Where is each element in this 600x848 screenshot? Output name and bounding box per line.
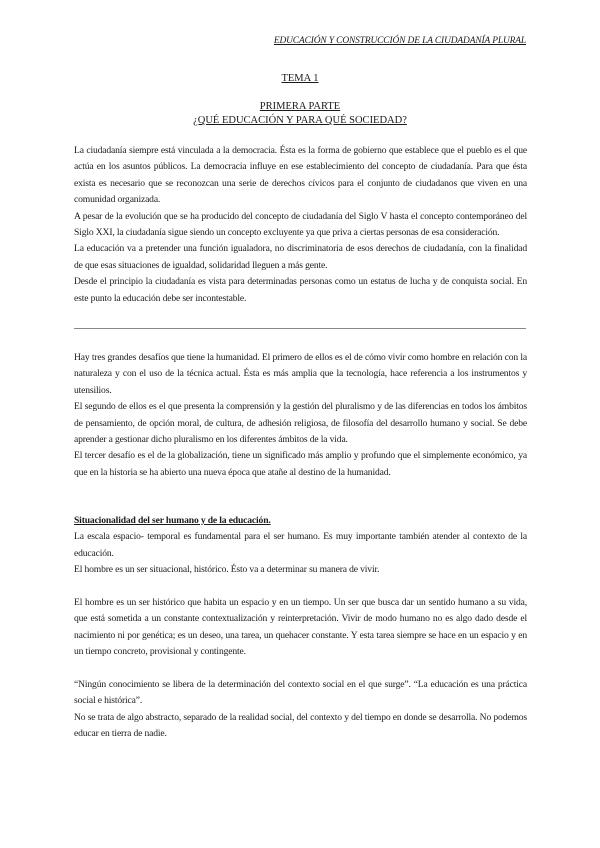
- paragraph: “Ningún conocimiento se libera de la determinación del contexto social en el que surge”. “La educación es una práctica social e histórica”.: [74, 679, 527, 707]
- paragraph: La educación va a pretender una función igualadora, no discriminatoria de esos derechos de ciudadanía, con la finalidad de que esas situaciones de igualdad, solidaridad lleguen a más gente.: [74, 243, 527, 271]
- paragraph: El hombre es un ser situacional, histórico. Ésto va a determinar su manera de vivir.: [74, 564, 380, 576]
- paragraph: El segundo de ellos es el que presenta la comprensión y la gestión del pluralismo y de las diferencias en todos los ámbitos de pensamiento, de opción moral, de cultura, de adhesión religiosa, de filosofía del desarrollo humano y social. Se debe aprender a gestionar dicho pluralismo en los diferentes ámbitos de la vida.: [74, 401, 527, 446]
- intro-section: [74, 143, 527, 307]
- spacer: [74, 661, 527, 677]
- topic-title: TEMA 1: [281, 73, 319, 84]
- situational-section: [74, 513, 527, 743]
- paragraph: Hay tres grandes desafíos que tiene la humanidad. El primero de ellos es el de cómo vivir como hombre en relación con la naturaleza y con el uso de la técnica actual. Ésta es más amplia que la tecnología, hace referencia a los instrumentos y utensilios.: [74, 352, 527, 396]
- challenges-section: [74, 350, 527, 481]
- horizontal-divider: [74, 328, 526, 329]
- spacer: [74, 579, 527, 595]
- paragraph: La ciudadanía siempre está vinculada a la democracia. Ésta es la forma de gobierno que establece que el pueblo es el que actúa en los asuntos públicos. La democracia influye en ese establecimiento del concepto de ciudadanía. Para que ésta exista es necesario que se reconozcan una serie de derechos cívicos para el conjunto de ciudadanos que viven en una comunidad organizada.: [74, 145, 527, 206]
- paragraph: No se trata de algo abstracto, separado de la realidad social, del contexto y del tiempo en donde se desarrolla. No podemos educar en tierra de nadie.: [74, 711, 527, 740]
- paragraph: A pesar de la evolución que se ha producido del concepto de ciudadanía del Siglo V hasta el concepto contemporáneo del Siglo XXI, la ciudadanía sigue siendo un concepto excluyente ya que priva a ciertas personas de esa consideración.: [74, 210, 527, 239]
- paragraph: Desde el principio la ciudadanía es vista para determinadas personas como un estatus de lucha y de conquista social. En este punto la educación debe ser incontestable.: [74, 276, 527, 304]
- paragraph: El tercer desafío es el de la globalización, tiene un significado más amplio y profundo que el simplemente económico, ya que en la historia se ha abierto una nueva época que atañe al destino de la humanidad.: [74, 450, 527, 478]
- running-header: EDUCACIÓN Y CONSTRUCCIÓN DE LA CIUDADANÍA PLURAL: [273, 36, 526, 46]
- paragraph: La escala espacio- temporal es fundamental para el ser humano. Es muy importante también atender al contexto de la educación.: [74, 531, 527, 559]
- section-heading: Situacionalidad del ser humano y de la educación.: [74, 515, 271, 526]
- part-title: PRIMERA PARTE: [259, 101, 341, 112]
- paragraph: El hombre es un ser histórico que habita un espacio y en un tiempo. Un ser que busca dar un sentido humano a su vida, que está sometida a un constante contextualización y reinterpretación. Vivir de modo humano no es algo dado desde el nacimiento ni por genética; es un deseo, una tarea, un quehacer constante. Y esta tarea siempre se hace en un espacio y en un tiempo concreto, provisional y contingente.: [74, 597, 527, 658]
- part-question: ¿QUÉ EDUCACIÓN Y PARA QUÉ SOCIEDAD?: [193, 115, 407, 126]
- part-title-block: [0, 100, 600, 128]
